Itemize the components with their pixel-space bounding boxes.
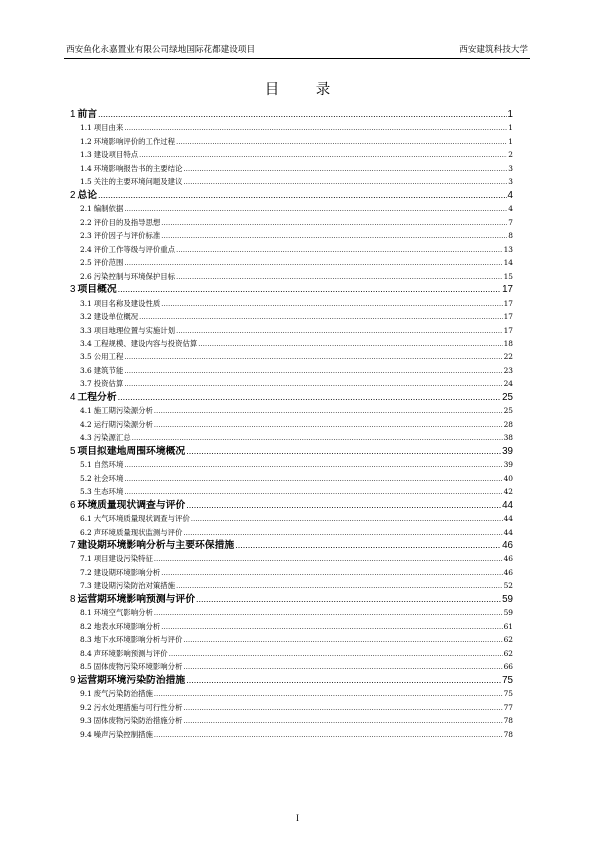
- toc-entry-page: 25: [503, 406, 513, 416]
- toc-entry-number: 9.2: [80, 702, 92, 712]
- toc-entry-number: 7: [70, 540, 76, 551]
- toc-entry-number: 5.1: [80, 460, 92, 470]
- toc-entry-page: 38: [503, 433, 513, 443]
- header-organization: 西安建筑科技大学: [459, 45, 528, 55]
- toc-entry-title: 建设单位概况: [93, 312, 139, 322]
- table-of-contents: [70, 108, 513, 741]
- toc-entry-number: 1: [70, 109, 76, 120]
- toc-leader-dots: [196, 593, 501, 606]
- toc-leader-dots: [183, 526, 502, 540]
- toc-entry-page: 7: [508, 217, 513, 227]
- toc-entry-number: 8.1: [80, 608, 92, 618]
- toc-entry-page: 3: [508, 177, 513, 187]
- toc-section-entry[interactable]: [70, 229, 513, 242]
- toc-section-entry[interactable]: [70, 148, 513, 161]
- toc-entry-title: 声环境影响预测与评价: [93, 648, 168, 658]
- toc-section-entry[interactable]: [70, 324, 513, 337]
- toc-entry-title: 声环境质量现状监测与评价: [93, 527, 183, 537]
- toc-entry-title: 噪声污染控制措施: [93, 729, 153, 739]
- toc-leader-dots: [191, 512, 503, 526]
- toc-leader-dots: [124, 364, 502, 378]
- toc-section-entry[interactable]: [70, 687, 513, 700]
- toc-entry-page: 24: [503, 379, 513, 389]
- toc-entry-page: 14: [503, 258, 513, 268]
- toc-entry-title: 项目拟建地周围环境概况: [77, 445, 186, 457]
- toc-entry-number: 5: [70, 445, 76, 457]
- toc-entry-number: 9.1: [80, 689, 92, 699]
- toc-entry-title: 废气污染防治措施: [93, 689, 153, 699]
- toc-entry-number: 2.5: [80, 258, 92, 268]
- toc-entry-number: 8.4: [80, 648, 92, 658]
- page-header: [64, 42, 530, 59]
- page-number: I: [296, 813, 299, 823]
- toc-entry-number: 7.3: [80, 581, 92, 591]
- toc-entry-number: 2.2: [80, 217, 92, 227]
- toc-entry-title: 大气环境质量现状调查与评价: [93, 514, 190, 524]
- toc-section-entry[interactable]: [70, 472, 513, 485]
- toc-section-entry[interactable]: [70, 216, 513, 229]
- toc-entry-page: 28: [503, 419, 513, 429]
- toc-entry-page: 42: [503, 487, 513, 497]
- toc-entry-title: 社会环境: [93, 473, 124, 483]
- toc-entry-page: 52: [503, 581, 513, 591]
- toc-entry-page: 59: [503, 608, 513, 618]
- toc-section-entry[interactable]: [70, 714, 513, 727]
- toc-entry-title: 地表水环境影响分析: [93, 621, 161, 631]
- toc-entry-page: 17: [503, 312, 513, 322]
- toc-section-entry[interactable]: [70, 377, 513, 390]
- toc-chapter-entry[interactable]: [70, 539, 513, 552]
- toc-leader-dots: [176, 579, 503, 593]
- toc-leader-dots: [124, 472, 502, 486]
- toc-entry-page: 1: [508, 123, 513, 133]
- toc-section-entry[interactable]: [70, 270, 513, 283]
- toc-leader-dots: [183, 660, 502, 674]
- toc-leader-dots: [124, 350, 502, 364]
- toc-section-entry[interactable]: [70, 175, 513, 188]
- toc-section-entry[interactable]: [70, 606, 513, 619]
- toc-entry-number: 4: [70, 391, 76, 403]
- toc-entry-title: 评价因子与评价标准: [93, 231, 161, 241]
- toc-entry-number: 3.5: [80, 352, 92, 362]
- toc-entry-title: 地下水环境影响分析与评价: [93, 635, 183, 645]
- toc-entry-page: 62: [503, 648, 513, 658]
- toc-entry-number: 2.6: [80, 271, 92, 281]
- toc-leader-dots: [176, 270, 503, 284]
- toc-entry-title: 编制依据: [93, 204, 124, 214]
- toc-entry-title: 环境影响评价的工作过程: [93, 136, 176, 146]
- toc-leader-dots: [98, 189, 507, 202]
- toc-entry-number: 1.4: [80, 163, 92, 173]
- toc-leader-dots: [118, 283, 501, 296]
- toc-leader-dots: [183, 714, 502, 728]
- toc-entry-title: 建筑节能: [93, 365, 124, 375]
- toc-section-entry[interactable]: [70, 458, 513, 471]
- toc-entry-page: 22: [503, 352, 513, 362]
- toc-chapter-entry[interactable]: [70, 189, 513, 202]
- toc-entry-page: 39: [503, 460, 513, 470]
- toc-leader-dots: [139, 310, 502, 324]
- toc-entry-number: 8.3: [80, 635, 92, 645]
- toc-chapter-entry[interactable]: [70, 593, 513, 606]
- toc-entry-title: 环境质量现状调查与评价: [77, 499, 186, 511]
- toc-entry-page: 15: [503, 271, 513, 281]
- toc-leader-dots: [161, 216, 507, 230]
- toc-entry-number: 9.4: [80, 729, 92, 739]
- toc-leader-dots: [161, 566, 502, 580]
- toc-entry-page: 44: [502, 499, 513, 511]
- toc-chapter-entry[interactable]: [70, 674, 513, 687]
- toc-section-entry[interactable]: [70, 256, 513, 269]
- toc-leader-dots: [183, 175, 507, 189]
- toc-entry-number: 8.2: [80, 621, 92, 631]
- toc-entry-page: 4: [507, 189, 513, 201]
- toc-entry-page: 25: [502, 391, 513, 403]
- toc-leader-dots: [154, 404, 503, 418]
- toc-entry-page: 62: [503, 635, 513, 645]
- toc-chapter-entry[interactable]: [70, 108, 513, 121]
- toc-entry-number: 8.5: [80, 662, 92, 672]
- toc-chapter-entry[interactable]: [70, 499, 513, 512]
- toc-section-entry[interactable]: [70, 310, 513, 323]
- toc-entry-page: 75: [503, 689, 513, 699]
- toc-section-entry[interactable]: [70, 431, 513, 444]
- toc-entry-title: 前言: [77, 109, 98, 120]
- toc-entry-title: 固体废物污染环境影响分析: [93, 662, 183, 672]
- toc-entry-number: 1.2: [80, 136, 92, 146]
- toc-entry-page: 78: [503, 729, 513, 739]
- toc-leader-dots: [176, 324, 503, 338]
- toc-leader-dots: [118, 391, 501, 404]
- toc-entry-title: 建设期环境影响分析: [93, 567, 161, 577]
- toc-entry-number: 9: [70, 674, 76, 686]
- toc-leader-dots: [124, 202, 507, 216]
- toc-leader-dots: [176, 135, 507, 149]
- toc-section-entry[interactable]: [70, 620, 513, 633]
- toc-entry-page: 1: [507, 109, 513, 120]
- toc-entry-title: 自然环境: [93, 460, 124, 470]
- toc-entry-number: 7.1: [80, 554, 92, 564]
- toc-entry-title: 项目由来: [93, 123, 124, 133]
- toc-section-entry[interactable]: [70, 337, 513, 350]
- toc-leader-dots: [132, 431, 503, 445]
- toc-entry-title: 总论: [77, 189, 98, 201]
- toc-leader-dots: [154, 687, 503, 701]
- toc-entry-number: 3.7: [80, 379, 92, 389]
- toc-entry-number: 1.1: [80, 123, 92, 133]
- toc-leader-dots: [154, 606, 503, 620]
- toc-section-entry[interactable]: [70, 135, 513, 148]
- toc-leader-dots: [124, 458, 502, 472]
- toc-entry-title: 公用工程: [93, 352, 124, 362]
- toc-section-entry[interactable]: [70, 202, 513, 215]
- toc-section-entry[interactable]: [70, 243, 513, 256]
- toc-entry-page: 1: [508, 136, 513, 146]
- toc-section-entry[interactable]: [70, 404, 513, 417]
- toc-entry-page: 17: [503, 298, 513, 308]
- toc-entry-number: 2.3: [80, 231, 92, 241]
- toc-leader-dots: [154, 418, 503, 432]
- toc-entry-title: 评价工作等级与评价重点: [93, 244, 176, 254]
- toc-entry-page: 61: [503, 621, 513, 631]
- toc-leader-dots: [169, 647, 503, 661]
- toc-entry-title: 项目地理位置与实施计划: [93, 325, 176, 335]
- toc-section-entry[interactable]: [70, 579, 513, 592]
- toc-leader-dots: [186, 445, 501, 458]
- toc-chapter-entry[interactable]: [70, 391, 513, 404]
- toc-entry-title: 评价范围: [93, 258, 124, 268]
- toc-entry-page: 2: [508, 150, 513, 160]
- toc-entry-title: 建设项目特点: [93, 150, 139, 160]
- toc-entry-number: 2: [70, 189, 76, 201]
- toc-entry-number: 3.4: [80, 338, 92, 348]
- toc-title: 目 录: [264, 82, 347, 98]
- toc-leader-dots: [198, 337, 502, 351]
- toc-entry-page: 66: [503, 662, 513, 672]
- toc-leader-dots: [124, 485, 502, 499]
- toc-leader-dots: [186, 674, 501, 687]
- toc-entry-title: 施工期污染源分析: [93, 406, 153, 416]
- toc-entry-page: 17: [502, 284, 513, 296]
- toc-leader-dots: [235, 539, 501, 552]
- toc-leader-dots: [124, 377, 502, 391]
- toc-entry-page: 75: [502, 674, 513, 686]
- toc-entry-page: 46: [502, 540, 513, 551]
- toc-entry-page: 78: [503, 716, 513, 726]
- toc-leader-dots: [154, 552, 503, 566]
- toc-chapter-entry[interactable]: [70, 283, 513, 296]
- toc-entry-page: 23: [503, 365, 513, 375]
- toc-leader-dots: [183, 162, 507, 176]
- toc-entry-number: 5.3: [80, 487, 92, 497]
- toc-entry-title: 工程规模、建设内容与投资估算: [93, 338, 198, 348]
- toc-entry-title: 环境空气影响分析: [93, 608, 153, 618]
- toc-section-entry[interactable]: [70, 297, 513, 310]
- toc-section-entry[interactable]: [70, 350, 513, 363]
- toc-section-entry[interactable]: [70, 512, 513, 525]
- toc-section-entry[interactable]: [70, 660, 513, 673]
- toc-section-entry[interactable]: [70, 364, 513, 377]
- toc-entry-number: 3.1: [80, 298, 92, 308]
- toc-leader-dots: [186, 499, 501, 512]
- toc-entry-page: 44: [503, 514, 513, 524]
- toc-section-entry[interactable]: [70, 552, 513, 565]
- header-project-name: 西安鱼化永嘉置业有限公司绿地国际花都建设项目: [66, 45, 256, 55]
- toc-entry-title: 项目概况: [77, 284, 117, 296]
- toc-section-entry[interactable]: [70, 485, 513, 498]
- toc-entry-number: 3.3: [80, 325, 92, 335]
- toc-entry-page: 18: [503, 338, 513, 348]
- toc-leader-dots: [154, 728, 503, 742]
- toc-entry-title: 污染源汇总: [93, 433, 131, 443]
- toc-entry-number: 6: [70, 499, 76, 511]
- toc-leader-dots: [124, 121, 507, 135]
- toc-entry-number: 9.3: [80, 716, 92, 726]
- toc-entry-title: 工程分析: [77, 391, 117, 403]
- toc-entry-number: 3.6: [80, 365, 92, 375]
- toc-entry-title: 生态环境: [93, 487, 124, 497]
- toc-entry-title: 项目建设污染特征: [93, 554, 153, 564]
- toc-leader-dots: [183, 633, 502, 647]
- toc-entry-page: 17: [503, 325, 513, 335]
- toc-leader-dots: [98, 108, 507, 121]
- toc-section-entry[interactable]: [70, 418, 513, 431]
- toc-entry-number: 3.2: [80, 312, 92, 322]
- toc-entry-page: 77: [503, 702, 513, 712]
- toc-entry-title: 运行期污染源分析: [93, 419, 153, 429]
- toc-section-entry[interactable]: [70, 701, 513, 714]
- toc-leader-dots: [161, 229, 507, 243]
- toc-entry-page: 8: [508, 231, 513, 241]
- toc-entry-page: 46: [503, 554, 513, 564]
- toc-section-entry[interactable]: [70, 728, 513, 741]
- toc-entry-number: 5.2: [80, 473, 92, 483]
- toc-section-entry[interactable]: [70, 121, 513, 134]
- toc-entry-title: 环境影响报告书的主要结论: [93, 163, 183, 173]
- toc-entry-title: 运营期环境污染防治措施: [77, 674, 186, 686]
- toc-entry-page: 46: [503, 567, 513, 577]
- toc-entry-number: 3: [70, 284, 76, 296]
- toc-entry-number: 1.5: [80, 177, 92, 187]
- toc-entry-title: 投资估算: [93, 379, 124, 389]
- toc-section-entry[interactable]: [70, 633, 513, 646]
- toc-leader-dots: [161, 620, 502, 634]
- toc-entry-number: 4.2: [80, 419, 92, 429]
- toc-section-entry[interactable]: [70, 647, 513, 660]
- toc-entry-page: 4: [508, 204, 513, 214]
- toc-entry-number: 6.1: [80, 514, 92, 524]
- toc-leader-dots: [161, 297, 502, 311]
- toc-section-entry[interactable]: [70, 162, 513, 175]
- toc-entry-title: 项目名称及建设性质: [93, 298, 161, 308]
- toc-entry-title: 运营期环境影响预测与评价: [77, 593, 196, 605]
- toc-leader-dots: [176, 243, 503, 257]
- toc-entry-number: 8: [70, 593, 76, 605]
- toc-entry-page: 3: [508, 163, 513, 173]
- toc-leader-dots: [124, 256, 502, 270]
- toc-entry-page: 44: [503, 527, 513, 537]
- toc-entry-number: 1.3: [80, 150, 92, 160]
- toc-entry-number: 2.4: [80, 244, 92, 254]
- toc-entry-title: 建设期环境影响分析与主要环保措施: [77, 540, 235, 551]
- toc-section-entry[interactable]: [70, 566, 513, 579]
- toc-entry-page: 40: [503, 473, 513, 483]
- toc-leader-dots: [183, 701, 502, 715]
- toc-entry-title: 污水处理措施与可行性分析: [93, 702, 183, 712]
- toc-entry-number: 7.2: [80, 567, 92, 577]
- toc-entry-page: 13: [503, 244, 513, 254]
- toc-entry-title: 固体废物污染防治措施分析: [93, 716, 183, 726]
- toc-entry-page: 39: [502, 445, 513, 457]
- toc-entry-number: 4.1: [80, 406, 92, 416]
- toc-entry-number: 2.1: [80, 204, 92, 214]
- toc-chapter-entry[interactable]: [70, 445, 513, 458]
- toc-entry-title: 污染控制与环境保护目标: [93, 271, 176, 281]
- toc-entry-page: 59: [502, 593, 513, 605]
- toc-entry-number: 6.2: [80, 527, 92, 537]
- toc-entry-title: 关注的主要环境问题及建议: [93, 177, 183, 187]
- toc-entry-title: 评价目的及指导思想: [93, 217, 161, 227]
- toc-leader-dots: [139, 148, 507, 162]
- toc-section-entry[interactable]: [70, 526, 513, 539]
- toc-entry-title: 建设期污染防治对策措施: [93, 581, 176, 591]
- toc-entry-number: 4.3: [80, 433, 92, 443]
